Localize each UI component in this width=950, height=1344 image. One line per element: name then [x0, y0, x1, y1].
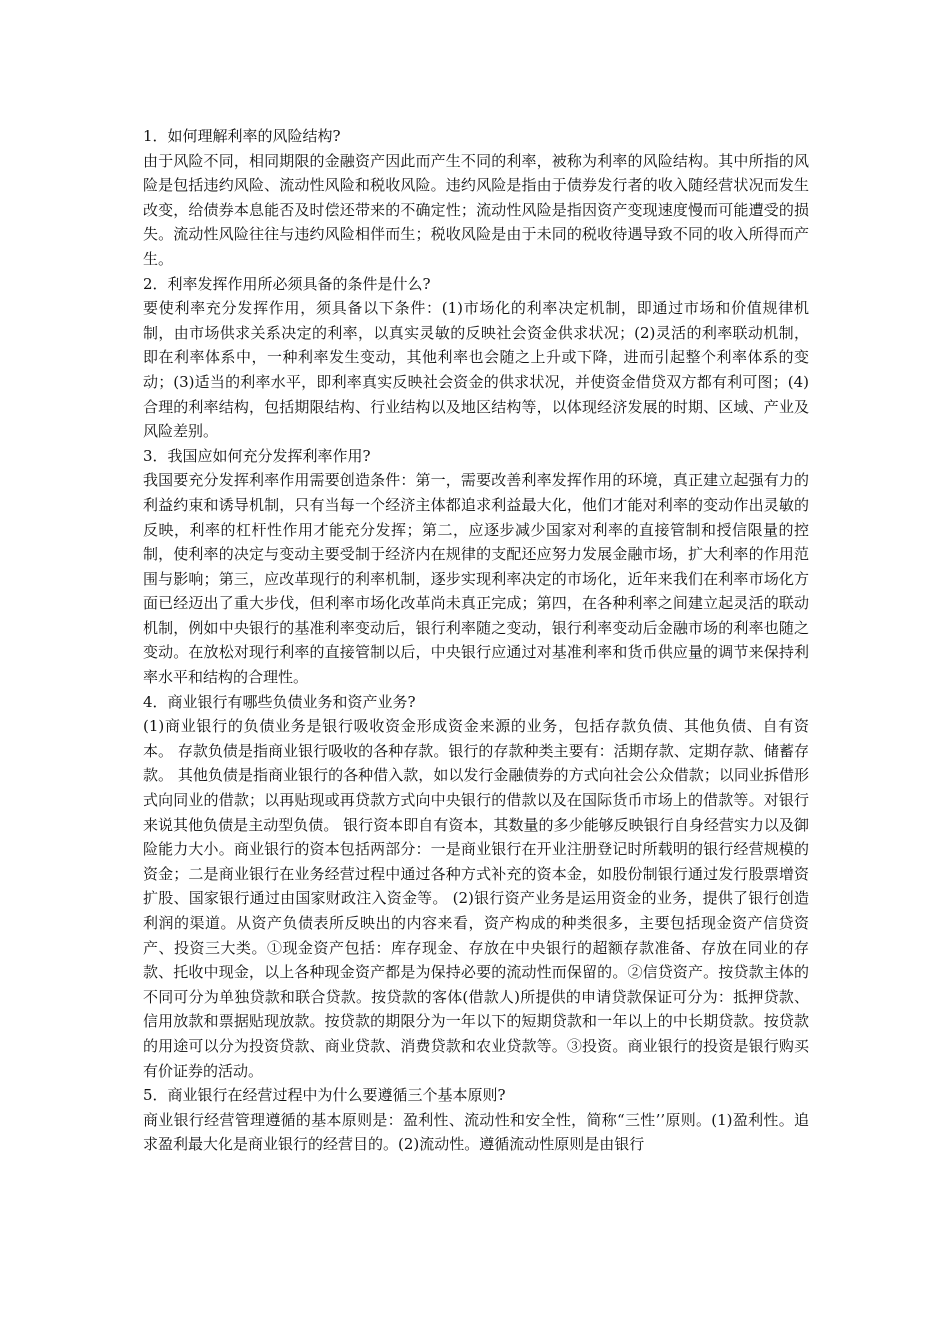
- question-1-heading: 1．如何理解利率的风险结构?: [143, 127, 341, 145]
- answer-4-paragraph: (1)商业银行的负债业务是银行吸收资金形成资金来源的业务，包括存款负债、其他负债、自有资本。 存款负债是指商业银行吸收的各种存款。银行的存款种类主要有：活期存款、定期存款、储蓄存款。 其他负债是指商业银行的各种借入款，如以发行金融债券的方式向社会公众借款；以同业拆借形式向同业的借款；以再贴现或再贷款方式向中央银行的借款以及在国际货币市场上的借款等。对银行来说其他负债是主动型负债。 银行资本即自有资本，其数量的多少能够反映银行自身经营实力以及御险能力大小。商业银行的资本包括两部分：一是商业银行在开业注册登记时所载明的银行经营规模的资金；二是商业银行在业务经营过程中通过各种方式补充的资本金，如股份制银行通过发行股票增资扩股、国家银行通过由国家财政注入资金等。 (2)银行资产业务是运用资金的业务，提供了银行创造利润的渠道。从资产负债表所反映出的内容来看，资产构成的种类很多，主要包括现金资产信贷资产、投资三大类。①现金资产包括：库存现金、存放在中央银行的超额存款准备、存放在同业的存款、托收中现金，以上各种现金资产都是为保持必要的流动性而保留的。②信贷资产。按贷款主体的不同可分为单独贷款和联合贷款。按贷款的客体(借款人)所提供的申请贷款保证可分为：抵押贷款、信用放款和票据贴现放款。按贷款的期限分为一年以下的短期贷款和一年以上的中长期贷款。按贷款的用途可以分为投资贷款、商业贷款、消费贷款和农业贷款等。③投资。商业银行的投资是银行购买有价证券的活动。: [143, 717, 809, 1080]
- answer-1-paragraph: 由于风险不同，相同期限的金融资产因此而产生不同的利率，被称为利率的风险结构。其中所指的风险是包括违约风险、流动性风险和税收风险。违约风险是指由于债券发行者的收入随经营状况而发生改变，给债券本息能否及时偿还带来的不确定性；流动性风险是指因资产变现速度慢而可能遭受的损失。流动性风险往往与违约风险相伴而生；税收风险是由于未同的税收待遇导致不同的收入所得而产生。: [143, 151, 809, 268]
- answer-5-paragraph: 商业银行经营管理遵循的基本原则是：盈利性、流动性和安全性，简称“三性’’原则。(1)盈利性。追求盈利最大化是商业银行的经营目的。(2)流动性。遵循流动性原则是由银行: [143, 1110, 809, 1154]
- question-4-heading: 4．商业银行有哪些负债业务和资产业务?: [143, 692, 416, 711]
- answer-3-paragraph: 我国要充分发挥利率作用需要创造条件：第一，需要改善利率发挥作用的环境，真正建立起强有力的利益约束和诱导机制，只有当每一个经济主体都追求利益最大化，他们才能对利率的变动作出灵敏的反映，利率的杠杆性作用才能充分发挥；第二，应逐步减少国家对利率的直接管制和授信限量的控制，使利率的决定与变动主要受制于经济内在规律的支配还应努力发展金融市场，扩大利率的作用范围与影响；第三，应改革现行的利率机制，逐步实现利率决定的市场化，近年来我们在利率市场化方面已经迈出了重大步伐，但利率市场化改革尚未真正完成；第四，在各种利率之间建立起灵活的联动机制，例如中央银行的基准利率变动后，银行利率随之变动，银行利率变动后金融市场的利率也随之变动。在放松对现行利率的直接管制以后，中央银行应通过对基准利率和货币供应量的调节来保持利率水平和结构的合理性。: [143, 471, 809, 687]
- question-2-heading: 2．利率发挥作用所必须具备的条件是什么?: [143, 274, 431, 293]
- question-5-heading: 5．商业银行在经营过程中为什么要遵循三个基本原则?: [143, 1086, 506, 1105]
- document-body: [143, 124, 809, 1157]
- question-3-heading: 3．我国应如何充分发挥利率作用?: [143, 446, 371, 465]
- answer-2-paragraph: 要使利率充分发挥作用，须具备以下条件：(1)市场化的利率决定机制，即通过市场和价值规律机制，由市场供求关系决定的利率，以真实灵敏的反映社会资金供求状况；(2)灵活的利率联动机制，即在利率体系中，一种利率发生变动，其他利率也会随之上升或下降，进而引起整个利率体系的变动；(3)适当的利率水平，即利率真实反映社会资金的供求状况，并使资金借贷双方都有利可图；(4)合理的利率结构，包括期限结构、行业结构以及地区结构等，以体现经济发展的时期、区域、产业及风险差别。: [143, 299, 809, 441]
